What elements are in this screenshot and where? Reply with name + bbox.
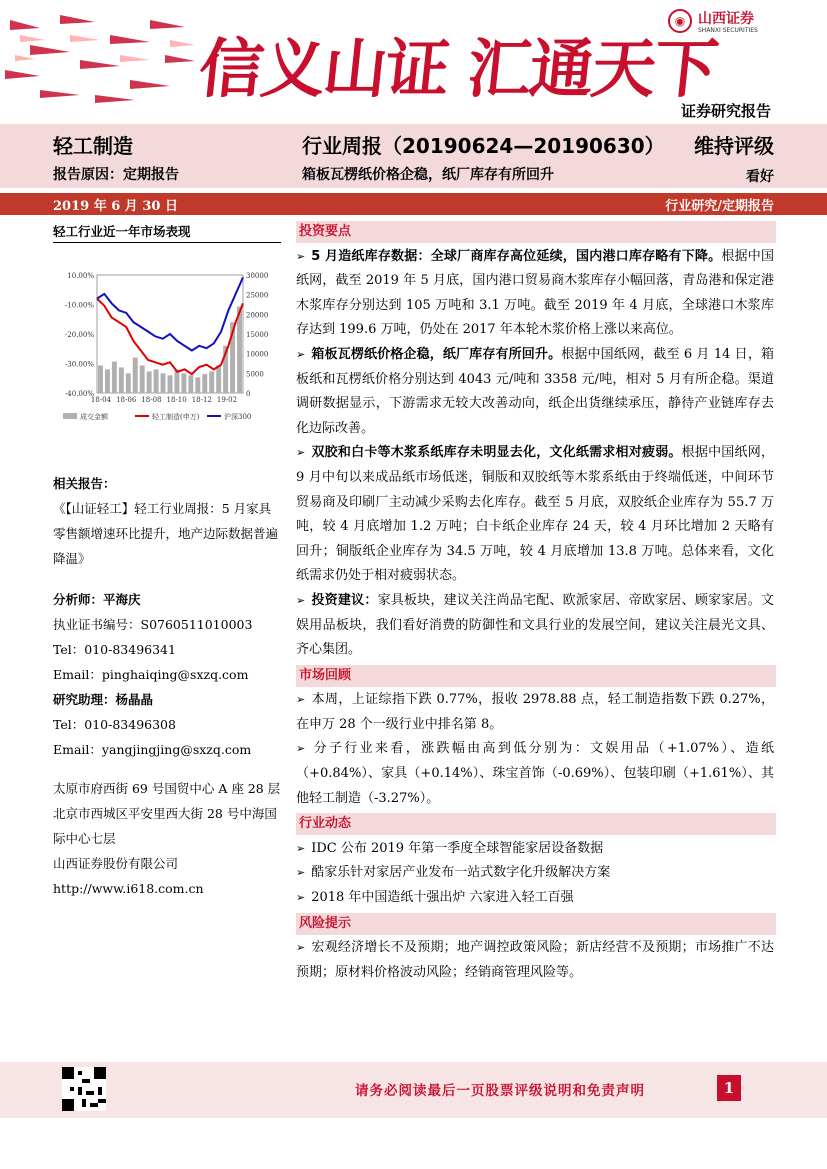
assistant-tel: Tel：010-83496308 [53,717,176,732]
news-text: 2018 年中国造纸十强出炉 六家进入轻工百强 [311,890,574,906]
industry-name: 轻工制造 [53,134,133,158]
volume-bar [202,374,207,393]
slogan: 信义山证 汇通天下 [195,32,720,107]
x-tick-label: 19-02 [216,396,238,404]
report-title: 行业周报（20190624—20190630） [302,134,665,158]
x-tick-label: 18-12 [191,396,212,404]
highlight-lead: 双胶和白卡等木浆系纸库存未明显去化，文化纸需求相对疲弱。 [311,445,682,461]
volume-bar [168,375,173,393]
left-sidebar [53,222,281,901]
analyst-name: 分析师：平海庆 [53,592,141,607]
company-logo [668,6,818,36]
y-left-tick-label: -10.00% [64,301,94,310]
legend-swatch [63,413,77,419]
series-line [97,277,243,350]
volume-bar [98,365,103,393]
market-item [296,688,774,737]
arrow-icon: ➢ [296,693,306,707]
y-left-tick-label: -40.00% [64,390,94,398]
logo-name: 山西证券 [698,10,754,27]
volume-bar [126,373,131,393]
company-url[interactable]: http://www.i618.com.cn [53,881,204,896]
volume-bar [209,371,214,393]
volume-bar [112,362,117,393]
risk-text: 宏观经济增长不及预期；地产调控政策风险；新店经营不及预期；市场推广不达预期；原材料价格波动风险；经销商管理风险等。 [296,940,774,980]
arrow-icon: ➢ [296,593,306,607]
highlight-lead: 箱板瓦楞纸价格企稳，纸厂库存有所回升。 [311,346,562,362]
y-right-tick-label: 10000 [246,350,269,359]
analyst-tel: Tel：010-83496341 [53,642,176,657]
volume-bar [195,377,200,393]
x-tick-label: 18-04 [90,396,112,404]
volume-bar [140,365,145,393]
market-text: 分子行业来看，涨跌幅由高到低分别为：文娱用品（+1.07%）、造纸（+0.84%）、家具（+0.14%）、珠宝首饰（-0.69%）、包装印刷（+1.61%）、其他轻工制造（-3.27%）。 [296,741,774,806]
volume-bar [161,373,166,393]
highlight-paragraph [296,245,774,343]
y-right-tick-label: 0 [246,390,251,398]
assistant-name: 研究助理：杨晶晶 [53,692,154,707]
volume-bar [105,369,110,393]
rating: 维持评级 [694,134,774,158]
market-text: 本周，上证综指下跌 0.77%，报收 2978.88 点，轻工制造指数下跌 0.27%，在申万 28 个一级行业中排名第 8。 [296,692,774,732]
page-number: 1 [717,1075,741,1101]
market-chart-svg [53,247,281,427]
report-date: 2019 年 6 月 30 日 [53,199,178,214]
arrow-icon: ➢ [296,941,306,955]
highlight-paragraph [296,441,774,589]
highlight-body: 根据中国纸网，截至 2019 年 5 月底，国内港口贸易商木浆库存小幅回落，青岛港和保定港木浆库存分别达到 105 万吨和 3.1 万吨。截至 2019 年 4 月底，全球港口木浆库存达到 199.6 万吨，仍处在 2017 年本轮木浆价格上涨以来高位。 [296,248,774,338]
arrow-icon: ➢ [296,446,306,460]
y-left-tick-label: -30.00% [64,360,94,369]
highlight-lead: 5 月造纸库存数据：全球厂商库存高位延续，国内港口库存略有下降。 [311,248,722,264]
report-type: 证券研究报告 [680,102,771,120]
arrow-icon: ➢ [296,742,306,756]
address-beijing: 北京市西城区平安里西大街 28 号中海国际中心七层 [53,806,277,846]
news-text: 酷家乐针对家居产业发布一站式数字化升级解决方案 [311,865,611,881]
news-item [296,886,774,911]
market-chart [53,247,281,427]
rating-value: 看好 [746,169,774,185]
section-title-market: 市场回顾 [296,665,776,687]
analyst-email[interactable]: Email：pinghaiqing@sxzq.com [53,667,249,682]
x-tick-label: 18-06 [116,396,137,404]
news-text: IDC 公布 2019 年第一季度全球智能家居设备数据 [311,840,604,856]
legend-label: 轻工制造(申万) [152,413,200,421]
news-item [296,837,774,862]
section-title-risk: 风险提示 [296,913,776,935]
y-right-tick-label: 30000 [246,272,269,280]
y-right-tick-label: 25000 [246,291,269,300]
report-reason: 报告原因：定期报告 [53,167,179,183]
highlight-body: 根据中国纸网，9 月中旬以来成品纸市场低迷，铜版和双胶纸等木浆系纸由于终端低迷，中间环节贸易商及印刷厂主动减少采购去化库存。截至 5 月底，双胶纸企业库存为 55.7 万吨，较 4 月底增加 1.2 万吨；白卡纸企业库存 24 天，较 4 月环比增加 2 天略有回升；铜版纸企业库存为 34.5 万吨，较 4 月底增加 13.8 万吨。总体来看，文化纸需求仍处于相对疲弱状态。 [296,445,774,584]
y-right-tick-label: 20000 [246,311,269,320]
logo-mark-icon: ◉ [668,9,692,33]
legend-label: 成交金额 [80,413,108,421]
main-content [296,220,774,985]
related-title: 相关报告： [53,476,116,491]
y-right-tick-label: 5000 [246,370,264,379]
related-report-link[interactable]: 《【山证轻工】轻工行业周报：5 月家具零售额增速环比提升，地产边际数据普遍降温》 [53,501,279,566]
report-category: 行业研究/定期报告 [665,199,774,214]
chart-title: 轻工行业近一年市场表现 [53,222,281,243]
highlight-body: 根据中国纸网，截至 6 月 14 日，箱板纸和瓦楞纸价格分别达到 4043 元/吨和 3358 元/吨，相对 5 月有所企稳。渠道调研数据显示，下游需求无较大改善动向，纸企出货继续承压，静待产业链库存去化边际改善。 [296,346,774,436]
risk-item [296,936,774,985]
highlight-lead: 投资建议： [311,592,378,608]
market-item [296,737,774,811]
highlight-body: 家具板块，建议关注尚品宅配、欧派家居、帝欧家居、顾家家居。文娱用品板块，我们看好消费的防御性和文具行业的发展空间，建议关注晨光文具、齐心集团。 [296,592,774,658]
logo-en: SHANXI SECURITIES [698,26,758,34]
y-left-tick-label: -20.00% [64,331,94,339]
section-title-news: 行业动态 [296,813,776,835]
headline: 箱板瓦楞纸价格企稳，纸厂库存有所回升 [302,167,554,183]
qr-code-icon [62,1067,106,1111]
arrow-icon: ➢ [296,347,306,361]
address-taiyuan: 太原市府西街 69 号国贸中心 A 座 28 层 [53,781,281,796]
arrow-icon: ➢ [296,891,306,905]
analyst-cert: 执业证书编号：S0760511010003 [53,617,253,632]
volume-bar [147,371,152,393]
x-tick-label: 18-08 [141,396,162,404]
volume-bar [133,358,138,393]
x-tick-label: 18-10 [166,396,187,404]
section-title-highlights: 投资要点 [296,221,776,243]
disclaimer: 请务必阅读最后一页股票评级说明和免责声明 [355,1083,645,1099]
volume-bar [188,375,193,393]
highlight-paragraph [296,589,774,663]
assistant-email[interactable]: Email：yangjingjing@sxzq.com [53,742,252,757]
volume-bar [119,367,124,393]
y-right-tick-label: 15000 [246,331,269,339]
volume-bar [216,365,221,393]
arrow-icon: ➢ [296,249,306,263]
highlight-paragraph [296,343,774,441]
news-item [296,861,774,886]
volume-bar [181,373,186,393]
arrow-icon: ➢ [296,841,306,855]
y-left-tick-label: 10.00% [67,272,94,280]
company-name: 山西证券股份有限公司 [53,856,179,871]
volume-bar [154,369,159,393]
legend-label: 沪深300 [224,413,252,421]
arrow-icon: ➢ [296,866,306,880]
